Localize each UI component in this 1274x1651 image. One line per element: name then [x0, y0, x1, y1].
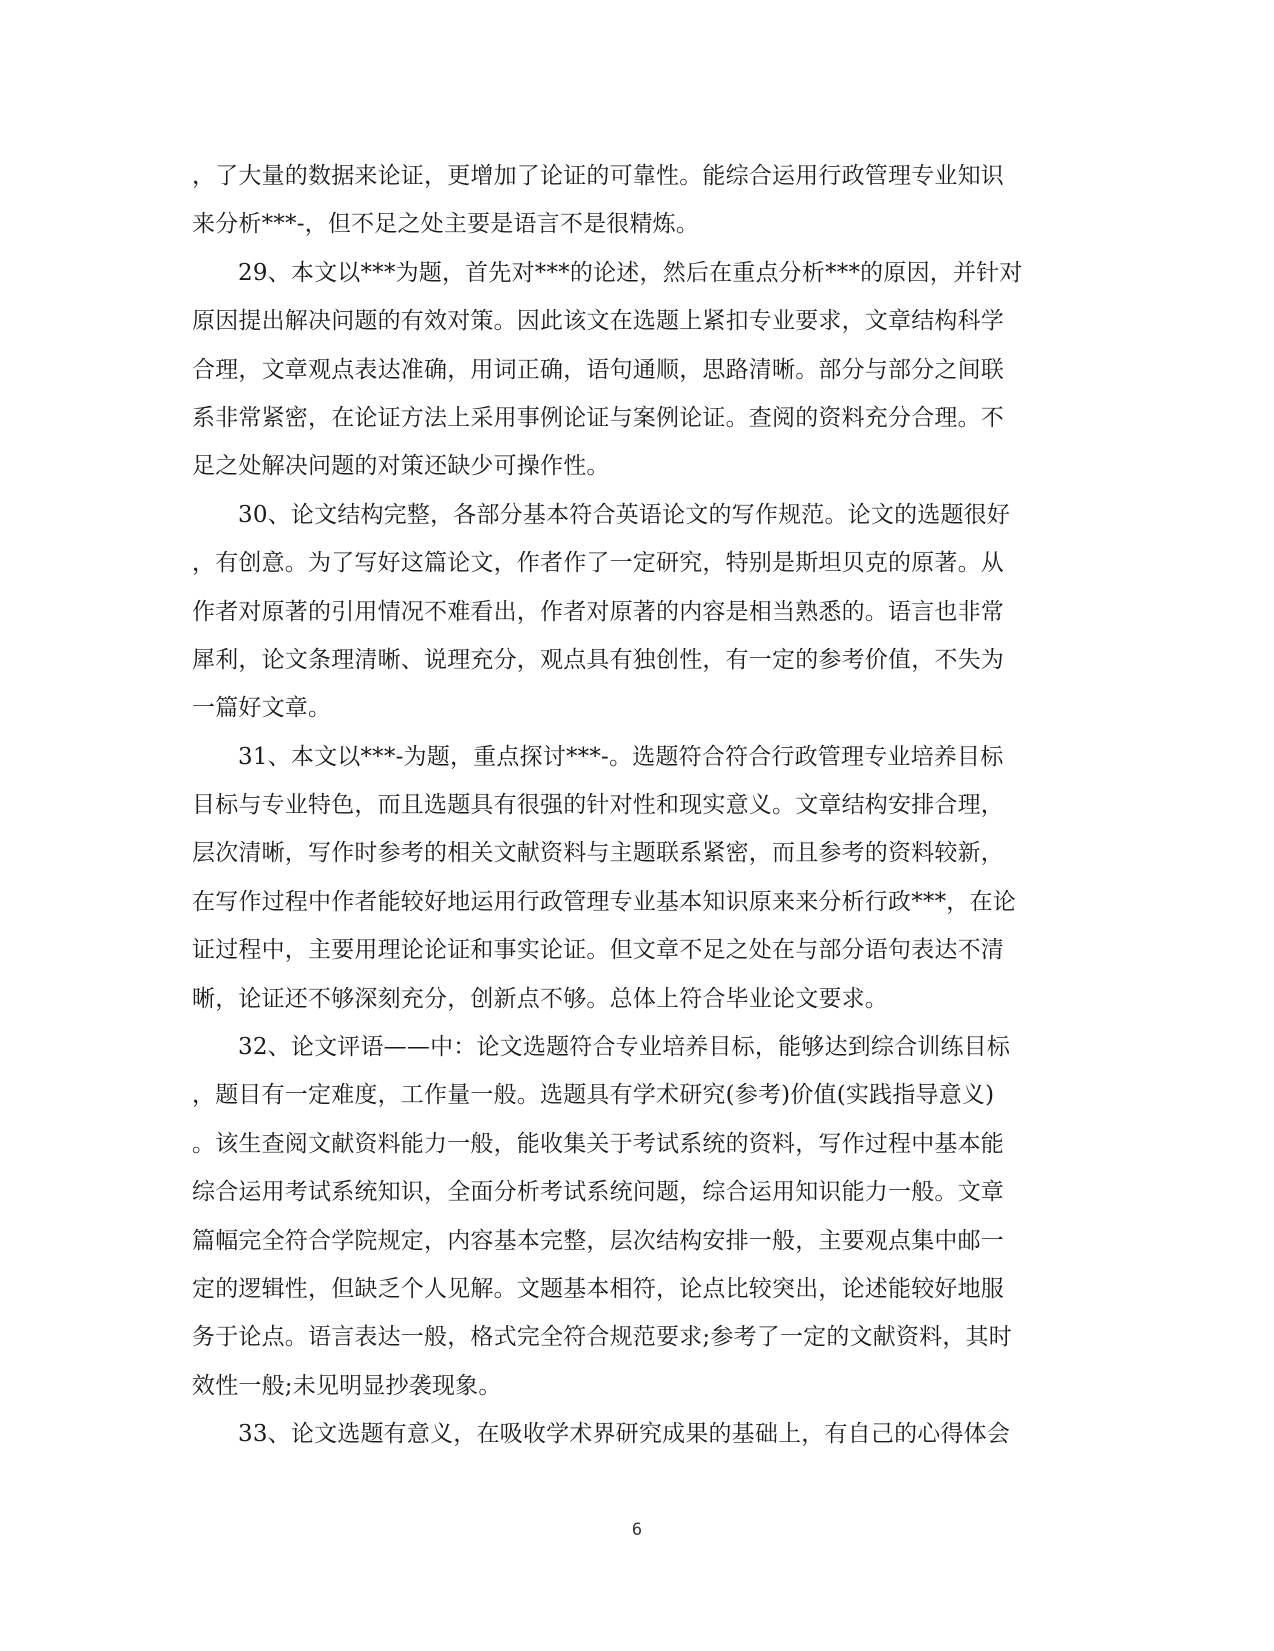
text-line: 。该生查阅文献资料能力一般，能收集关于考试系统的资料，写作过程中基本能	[192, 1130, 1004, 1157]
text-line: ，题目有一定难度，工作量一般。选题具有学术研究(参考)价值(实践指导意义)	[192, 1082, 995, 1109]
text-line: 来分析***-，但不足之处主要是语言不是很精炼。	[192, 211, 700, 238]
text-line: 定的逻辑性，但缺乏个人见解。文题基本相符，论点比较突出，论述能较好地服	[192, 1275, 1004, 1302]
text-line: 目标与专业特色，而且选题具有很强的针对性和现实意义。文章结构安排合理，	[192, 792, 1004, 819]
page-number: 6	[631, 1520, 643, 1540]
text-line: ，了大量的数据来论证，更增加了论证的可靠性。能综合运用行政管理专业知识	[192, 163, 1004, 189]
text-line: 合理，文章观点表达准确，用词正确，语句通顺，思路清晰。部分与部分之间联	[192, 356, 1004, 383]
text-line: 在写作过程中作者能较好地运用行政管理专业基本知识原来来分析行政***，在论	[192, 888, 1016, 915]
text-line: 犀利，论文条理清晰、说理充分，观点具有独创性，有一定的参考价值，不失为	[192, 646, 1004, 673]
paragraph-start-line: 31、本文以***-为题，重点探讨***-。选题符合符合行政管理专业培养目标	[238, 743, 1004, 770]
text-line: 一篇好文章。	[192, 695, 332, 722]
text-line: 系非常紧密，在论证方法上采用事例论证与案例论证。查阅的资料充分合理。不	[192, 404, 1004, 431]
paragraph-start-line: 33、论文选题有意义，在吸收学术界研究成果的基础上，有自己的心得体会	[238, 1421, 1011, 1448]
text-line: ，有创意。为了写好这篇论文，作者作了一定研究，特别是斯坦贝克的原著。从	[192, 550, 1004, 577]
text-line: 篇幅完全符合学院规定，内容基本完整，层次结构安排一般，主要观点集中邮一	[192, 1227, 1004, 1254]
paragraph-start-line: 29、本文以***为题，首先对***的论述，然后在重点分析***的原因，并针对	[238, 259, 1023, 286]
paragraph-start-line: 32、论文评语——中：论文选题符合专业培养目标，能够达到综合训练目标	[238, 1034, 1011, 1061]
text-line: 原因提出解决问题的有效对策。因此该文在选题上紧扣专业要求，文章结构科学	[192, 308, 1004, 335]
text-line: 晰，论证还不够深刻充分，创新点不够。总体上符合毕业论文要求。	[192, 985, 888, 1012]
text-line: 足之处解决问题的对策还缺少可操作性。	[192, 453, 610, 480]
body-text	[192, 152, 1082, 1459]
paragraph-start-line: 30、论文结构完整，各部分基本符合英语论文的写作规范。论文的选题很好	[238, 501, 1011, 528]
text-line: 综合运用考试系统知识，全面分析考试系统问题，综合运用知识能力一般。文章	[192, 1179, 1004, 1206]
text-line: 务于论点。语言表达一般，格式完全符合规范要求;参考了一定的文献资料，其时	[192, 1324, 1012, 1351]
text-line: 层次清晰，写作时参考的相关文献资料与主题联系紧密，而且参考的资料较新，	[192, 840, 1004, 867]
text-line: 效性一般;未见明显抄袭现象。	[192, 1372, 502, 1399]
text-line: 作者对原著的引用情况不难看出，作者对原著的内容是相当熟悉的。语言也非常	[192, 598, 1004, 625]
text-line: 证过程中，主要用理论论证和事实论证。但文章不足之处在与部分语句表达不清	[192, 937, 1004, 964]
